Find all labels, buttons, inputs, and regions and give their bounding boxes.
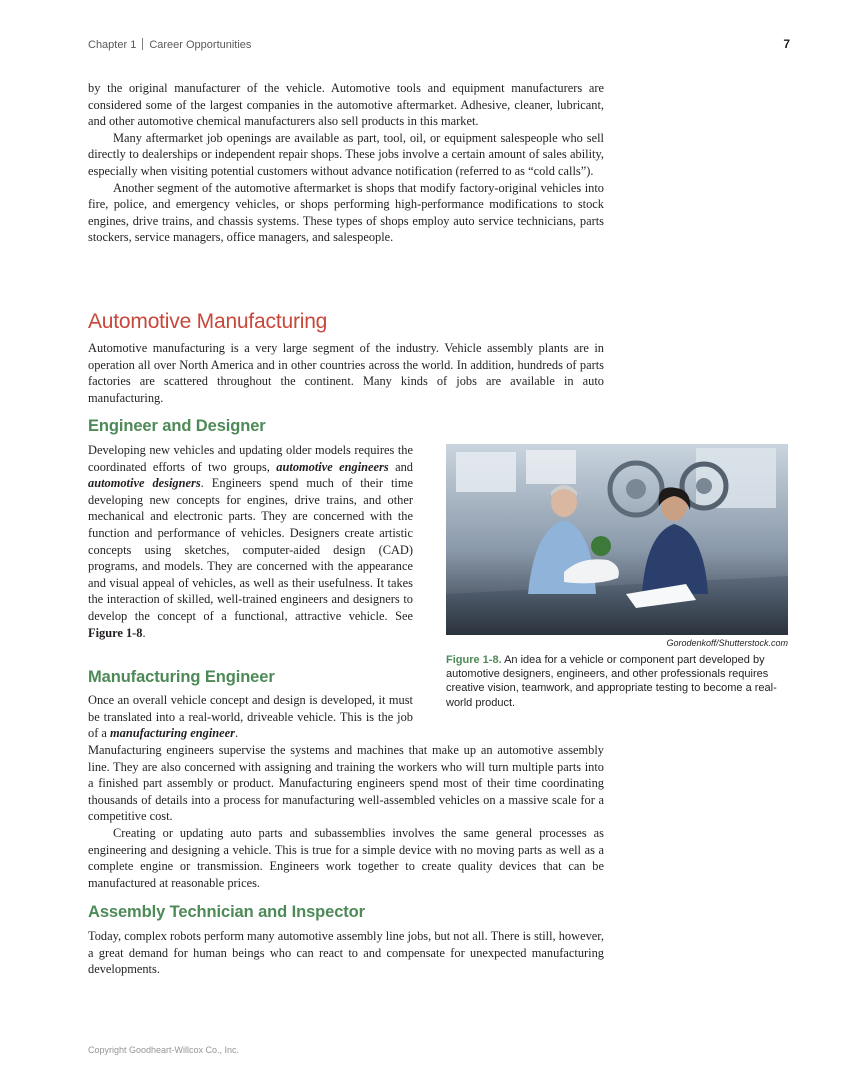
subheading-manufacturing-engineer: Manufacturing Engineer bbox=[88, 668, 275, 686]
wall-panel bbox=[696, 448, 776, 508]
photo-credit: Gorodenkoff/Shutterstock.com bbox=[666, 638, 788, 648]
section-heading-manufacturing: Automotive Manufacturing bbox=[88, 310, 328, 333]
chapter-number: Chapter 1 bbox=[88, 39, 137, 51]
manufacturing-paragraph: Automotive manufacturing is a very large segment of the industry. Vehicle assembly plants are in operation all over North America and in other countries across the world. In addition, hundreds of parts factories are scattered throughout the continent. Many kinds of jobs are available in auto manufacturing. bbox=[88, 341, 604, 405]
figure-reference: Figure 1-8 bbox=[88, 625, 143, 640]
term-automotive-designers: automotive designers bbox=[88, 476, 201, 491]
assembly-paragraph: Today, complex robots perform many automotive assembly line jobs, but not all. There is still, however, a great demand for human beings who can react to and compensate for unexpected manufacturing developments. bbox=[88, 929, 604, 977]
copyright-footer: Copyright Goodheart-Willcox Co., Inc. bbox=[88, 1045, 240, 1055]
wall-panel bbox=[456, 452, 516, 492]
engineer-text-1: Developing new vehicles and updating older models requires the coordinated efforts of two groups, bbox=[88, 443, 413, 474]
chapter-label bbox=[88, 38, 251, 51]
header-divider bbox=[142, 38, 143, 50]
intro-paragraph-1: by the original manufacturer of the vehicle. Automotive tools and equipment manufacturers are considered some of the largest companies in the automotive aftermarket. Adhesive, cleaner, lubricant, and other automotive chemical manufacturers also sell products in this market. bbox=[88, 81, 604, 129]
engineer-text-2: and bbox=[388, 459, 413, 474]
intro-paragraph-3: Another segment of the automotive aftermarket is shops that modify factory-original vehicles into fire, police, and emergency vehicles, or shops performing high-performance modifications to stock engines, drive trains, and chassis systems. These types of shops employ auto service technicians, parts stockers, service managers, office managers, and salespeople. bbox=[88, 180, 604, 245]
engineer-paragraph bbox=[88, 442, 413, 641]
intro-paragraph-2: Many aftermarket job openings are available as part, tool, oil, or equipment salespeople who sell directly to dealerships or independent repair shops. These jobs involve a certain amount of sales ability, especially when visiting potential customers without advance notification (referred to as “cold calls”). bbox=[88, 130, 604, 178]
subheading-assembly-technician: Assembly Technician and Inspector bbox=[88, 903, 365, 921]
mfg-engineer-paragraph-start bbox=[88, 692, 413, 742]
engineer-text-3: . Engineers spend much of their time developing new concepts for engines, drive trains, and other mechanical and electronic parts. They are concerned with the function and performance of vehicles. Designers create artistic concepts using sketches, computer-aided design (CAD) programs, and models. They are concerned with the appearance and visual appeal of vehicles, as well as their usefulness. It takes the interaction of skilled, well-trained engineers and designers to develop the concept of a functional, attractive vehicle. See bbox=[88, 476, 413, 623]
term-automotive-engineers: automotive engineers bbox=[276, 459, 389, 474]
chapter-title: Career Opportunities bbox=[149, 39, 252, 51]
plant bbox=[591, 536, 611, 556]
mfg-engineer-paragraph-2: Creating or updating auto parts and subassemblies involves the same general processes as engineering and designing a vehicle. This is true for a simple device with no moving parts as well as a complete engine or transmission. Engineers work together to create quality devices that can be manufactured at reasonable prices. bbox=[88, 825, 604, 890]
page-number: 7 bbox=[783, 37, 790, 51]
wheel-hub bbox=[696, 478, 712, 494]
manufacturing-text bbox=[88, 340, 604, 406]
design-studio-illustration bbox=[446, 444, 788, 635]
running-header bbox=[88, 37, 790, 53]
figure-caption bbox=[446, 653, 788, 710]
term-manufacturing-engineer: manufacturing engineer bbox=[110, 726, 235, 741]
mfg-engineer-paragraph-cont: Manufacturing engineers supervise the systems and machines that make up an automotive assembly line. They are also concerned with assigning and training the workers who will turn multiple parts into a finished part assembly or product. Manufacturing engineers spend most of their time coordinating thousands of details into a process for manufacturing well-assembled vehicles on a massive scale for a competitive cost. bbox=[88, 743, 604, 824]
wheel-hub bbox=[626, 479, 646, 499]
mfg-engineer-text-narrow bbox=[88, 692, 413, 742]
intro-text bbox=[88, 80, 604, 246]
figure-photo bbox=[446, 444, 788, 635]
mfg-engineer-text-1: Once an overall vehicle concept and design is developed, it must be translated into a real-world, driveable vehicle. This is the job of a bbox=[88, 693, 413, 741]
subheading-engineer-designer: Engineer and Designer bbox=[88, 417, 266, 435]
figure-caption-text: An idea for a vehicle or component part developed by automotive designers, engineers, and other professionals requires creative vision, teamwork, and appropriate testing to become a real-world product. bbox=[446, 654, 777, 709]
figure-label: Figure 1-8. bbox=[446, 654, 502, 666]
engineer-text-4: . bbox=[142, 625, 146, 640]
engineer-text bbox=[88, 442, 413, 641]
wall-panel bbox=[526, 450, 576, 484]
mfg-engineer-text-wide bbox=[88, 742, 604, 891]
assembly-text bbox=[88, 928, 604, 978]
mfg-engineer-text-2: . bbox=[235, 726, 239, 741]
